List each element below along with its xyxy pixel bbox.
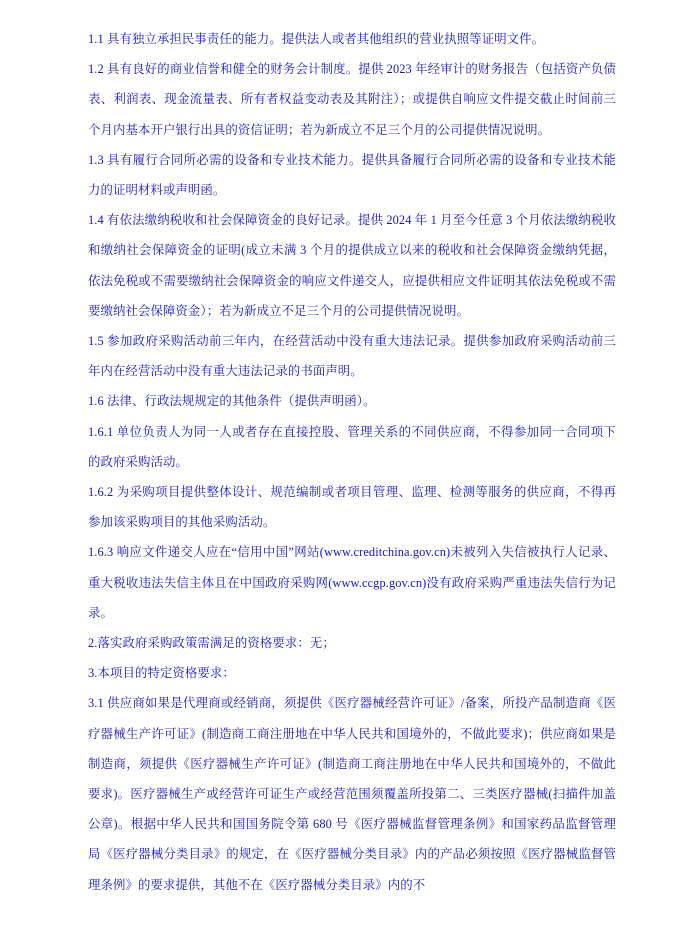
paragraph-1-5: 1.5 参加政府采购活动前三年内，在经营活动中没有重大违法记录。提供参加政府采购活动前三年内在经营活动中没有重大违法记录的书面声明。 (88, 334, 616, 379)
paragraph-1-1: 1.1 具有独立承担民事责任的能力。提供法人或者其他组织的营业执照等证明文件。 (88, 32, 545, 46)
paragraph-1-6-2: 1.6.2 为采购项目提供整体设计、规范编制或者项目管理、监理、检测等服务的供应商，不得再参加该采购项目的其他采购活动。 (88, 485, 616, 530)
paragraph-1-6-1: 1.6.1 单位负责人为同一人或者存在直接控股、管理关系的不同供应商，不得参加同一合同项下的政府采购活动。 (88, 424, 616, 469)
paragraph-1-6-3: 1.6.3 响应文件递交人应在“信用中国”网站(www.creditchina.gov.cn)未被列入失信被执行人记录、重大税收违法失信主体且在中国政府采购网(www.ccgp.gov.cn)没有政府采购严重违法失信行为记录。 (88, 545, 616, 620)
paragraph-1-6: 1.6 法律、行政法规规定的其他条件（提供声明函）。 (88, 394, 376, 409)
paragraph-3: 3.本项目的特定资格要求： (88, 666, 235, 681)
document-body (88, 24, 616, 900)
paragraph-1-4: 1.4 有依法缴纳税收和社会保障资金的良好记录。提供 2024 年 1 月至今任意 3 个月依法缴纳税收和缴纳社会保障资金的证明(成立未满 3 个月的提供成立以来的税收和社会保障资金缴纳凭据，依法免税或不需要缴纳社会保障资金的响应文件递交人，应提供相应文件证明其依法免税或不需要缴纳社会保障资金）；若为新成立不足三个月的公司提供情况说明。 (88, 213, 616, 318)
paragraph-1-2: 1.2 具有良好的商业信誉和健全的财务会计制度。提供 2023 年经审计的财务报告（包括资产负债表、利润表、现金流量表、所有者权益变动表及其附注）；或提供自响应文件提交截止时间前三个月内基本开户银行出具的资信证明；若为新成立不足三个月的公司提供情况说明。 (88, 62, 616, 137)
paragraph-2: 2.落实政府采购政策需满足的资格要求：无； (88, 636, 335, 651)
paragraph-3-1: 3.1 供应商如果是代理商或经销商，须提供《医疗器械经营许可证》/备案，所投产品制造商《医疗器械生产许可证》(制造商工商注册地在中华人民共和国境外的，不做此要求)；供应商如果是制造商，须提供《医疗器械生产许可证》(制造商工商注册地在中华人民共和国境外的，不做此要求)。医疗器械生产或经营许可证生产或经营范围须覆盖所投第二、三类医疗器械(扫描件加盖公章)。根据中华人民共和国国务院令第 680 号《医疗器械监督管理条例》和国家药品监督管理局《医疗器械分类目录》的规定，在《医疗器械分类目录》内的产品必须按照《医疗器械监督管理条例》的要求提供，其他不在《医疗器械分类目录》内的不 (88, 696, 616, 892)
paragraph-1-3: 1.3 具有履行合同所必需的设备和专业技术能力。提供具备履行合同所必需的设备和专业技术能力的证明材料或声明函。 (88, 152, 616, 198)
